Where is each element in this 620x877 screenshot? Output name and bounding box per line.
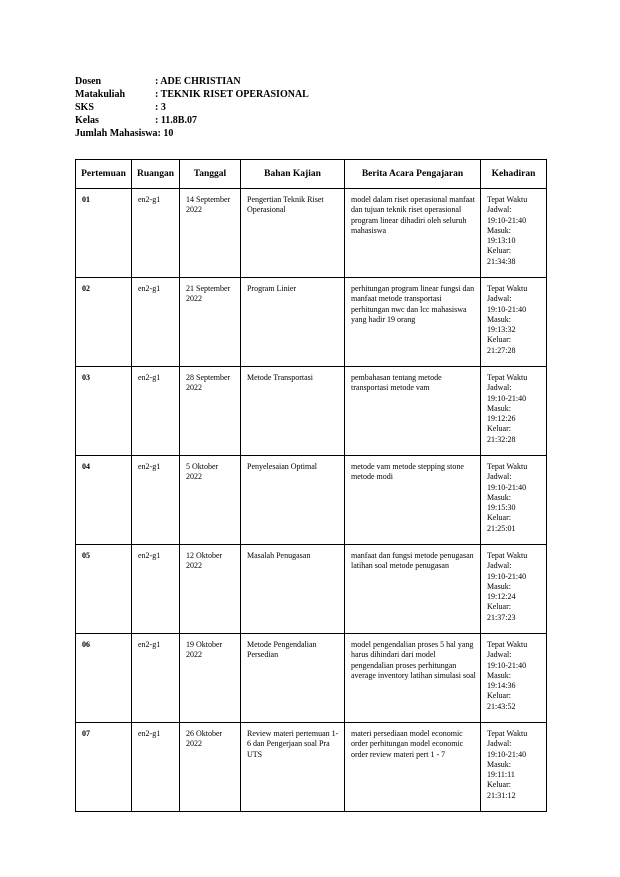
cell-bahan-kajian: Metode Pengendalian Persedian [241, 634, 345, 723]
masuk-value: 19:12:24 [487, 592, 516, 602]
jadwal-label: Jadwal: [487, 739, 512, 749]
cell-kehadiran [481, 723, 547, 812]
cell-bahan-kajian: Pengertian Teknik Riset Operasional [241, 189, 345, 278]
masuk-label: Masuk: [487, 492, 511, 502]
col-header-bahan-kajian: Bahan Kajian [241, 160, 345, 189]
attendance-table [75, 159, 547, 812]
masuk-value: 19:13:32 [487, 325, 516, 335]
keluar-value: 21:27:28 [487, 345, 516, 355]
jadwal-value: 19:10-21:40 [487, 393, 527, 403]
cell-pertemuan: 06 [76, 634, 132, 723]
col-header-kehadiran: Kehadiran [481, 160, 547, 189]
cell-pertemuan: 05 [76, 545, 132, 634]
kelas-row [75, 114, 309, 127]
cell-pertemuan: 04 [76, 456, 132, 545]
masuk-label: Masuk: [487, 670, 511, 680]
jadwal-label: Jadwal: [487, 472, 512, 482]
sks-value: : 3 [155, 102, 166, 113]
kelas-value: : 11.8B.07 [155, 115, 197, 126]
keluar-value: 21:32:28 [487, 434, 516, 444]
table-header-row [76, 160, 547, 189]
matakuliah-row [75, 88, 309, 101]
keluar-label: Keluar: [487, 691, 511, 701]
cell-bahan-kajian: Program Linier [241, 278, 345, 367]
dosen-row [75, 75, 309, 88]
kehadiran-status: Tepat Waktu [487, 195, 528, 204]
jadwal-value: 19:10-21:40 [487, 482, 527, 492]
masuk-label: Masuk: [487, 225, 511, 235]
keluar-value: 21:31:12 [487, 790, 516, 800]
col-header-tanggal: Tanggal [180, 160, 241, 189]
cell-pertemuan: 07 [76, 723, 132, 812]
table-row [76, 723, 547, 812]
keluar-value: 21:37:23 [487, 612, 516, 622]
keluar-label: Keluar: [487, 335, 511, 345]
cell-kehadiran [481, 367, 547, 456]
cell-berita-acara: materi persediaan model economic order perhitungan model economic order review materi pert 1 - 7 [345, 723, 481, 812]
dosen-label: Dosen [75, 76, 102, 87]
jadwal-value: 19:10-21:40 [487, 215, 527, 225]
kelas-label: Kelas [75, 115, 99, 126]
masuk-label: Masuk: [487, 759, 511, 769]
masuk-label: Masuk: [487, 314, 511, 324]
jadwal-value: 19:10-21:40 [487, 660, 527, 670]
cell-bahan-kajian: Metode Transportasi [241, 367, 345, 456]
cell-tanggal: 19 Oktober 2022 [180, 634, 241, 723]
kehadiran-status: Tepat Waktu [487, 284, 528, 293]
cell-berita-acara: model dalam riset operasional manfaat dan tujuan teknik riset operasional program linear dihadiri oleh seluruh mahasiswa [345, 189, 481, 278]
keluar-label: Keluar: [487, 424, 511, 434]
masuk-label: Masuk: [487, 403, 511, 413]
jadwal-value: 19:10-21:40 [487, 304, 527, 314]
cell-pertemuan: 03 [76, 367, 132, 456]
keluar-label: Keluar: [487, 602, 511, 612]
cell-berita-acara: perhitungan program linear fungsi dan manfaat metode transportasi perhitungan nwc dan lcc mahasiswa yang hadir 19 orang [345, 278, 481, 367]
cell-tanggal: 26 Oktober 2022 [180, 723, 241, 812]
cell-berita-acara: metode vam metode stepping stone metode modi [345, 456, 481, 545]
table-row [76, 634, 547, 723]
matakuliah-label: Matakuliah [75, 89, 126, 100]
masuk-value: 19:11:11 [487, 770, 515, 780]
cell-kehadiran [481, 545, 547, 634]
table-row [76, 545, 547, 634]
cell-tanggal: 28 September 2022 [180, 367, 241, 456]
cell-ruangan: en2-g1 [132, 367, 180, 456]
cell-tanggal: 14 September 2022 [180, 189, 241, 278]
cell-tanggal: 5 Oktober 2022 [180, 456, 241, 545]
cell-kehadiran [481, 189, 547, 278]
masuk-value: 19:13:10 [487, 236, 516, 246]
masuk-value: 19:15:30 [487, 503, 516, 513]
jadwal-label: Jadwal: [487, 294, 512, 304]
kehadiran-status: Tepat Waktu [487, 462, 528, 471]
cell-tanggal: 21 September 2022 [180, 278, 241, 367]
col-header-berita-acara: Berita Acara Pengajaran [345, 160, 481, 189]
table-row [76, 367, 547, 456]
masuk-label: Masuk: [487, 581, 511, 591]
kehadiran-status: Tepat Waktu [487, 551, 528, 560]
keluar-label: Keluar: [487, 780, 511, 790]
keluar-value: 21:43:52 [487, 701, 516, 711]
col-header-ruangan: Ruangan [132, 160, 180, 189]
cell-pertemuan: 01 [76, 189, 132, 278]
jadwal-label: Jadwal: [487, 561, 512, 571]
dosen-value: : ADE CHRISTIAN [155, 76, 241, 87]
jadwal-value: 19:10-21:40 [487, 749, 527, 759]
cell-bahan-kajian: Review materi pertemuan 1-6 dan Pengerjaan soal Pra UTS [241, 723, 345, 812]
cell-ruangan: en2-g1 [132, 634, 180, 723]
sks-row [75, 101, 309, 114]
table-row [76, 189, 547, 278]
col-header-pertemuan: Pertemuan [76, 160, 132, 189]
cell-bahan-kajian: Penyelesaian Optimal [241, 456, 345, 545]
kehadiran-status: Tepat Waktu [487, 373, 528, 382]
cell-berita-acara: pembahasan tentang metode transportasi metode vam [345, 367, 481, 456]
cell-tanggal: 12 Oktober 2022 [180, 545, 241, 634]
jumlah-mahasiswa-row [75, 127, 309, 140]
jumlah-mahasiswa-label: Jumlah Mahasiswa [75, 128, 158, 139]
cell-ruangan: en2-g1 [132, 456, 180, 545]
table-row [76, 278, 547, 367]
jadwal-label: Jadwal: [487, 205, 512, 215]
cell-bahan-kajian: Masalah Penugasan [241, 545, 345, 634]
course-info-header [75, 75, 309, 140]
cell-berita-acara: model pengendalian proses 5 hal yang harus dihindari dari model pengendalian proses perhitungan average inventory latihan simulasi soal [345, 634, 481, 723]
keluar-value: 21:25:01 [487, 523, 516, 533]
kehadiran-status: Tepat Waktu [487, 729, 528, 738]
cell-berita-acara: manfaat dan fungsi metode penugasan latihan soal metode penugasan [345, 545, 481, 634]
keluar-label: Keluar: [487, 246, 511, 256]
cell-kehadiran [481, 278, 547, 367]
cell-ruangan: en2-g1 [132, 189, 180, 278]
keluar-value: 21:34:38 [487, 256, 516, 266]
masuk-value: 19:12:26 [487, 414, 516, 424]
cell-kehadiran [481, 634, 547, 723]
kehadiran-status: Tepat Waktu [487, 640, 528, 649]
cell-pertemuan: 02 [76, 278, 132, 367]
cell-ruangan: en2-g1 [132, 545, 180, 634]
matakuliah-value: : TEKNIK RISET OPERASIONAL [155, 89, 309, 100]
masuk-value: 19:14:36 [487, 681, 516, 691]
jumlah-mahasiswa-value: : 10 [157, 128, 174, 139]
keluar-label: Keluar: [487, 513, 511, 523]
jadwal-label: Jadwal: [487, 650, 512, 660]
jadwal-label: Jadwal: [487, 383, 512, 393]
table-row [76, 456, 547, 545]
cell-ruangan: en2-g1 [132, 278, 180, 367]
cell-ruangan: en2-g1 [132, 723, 180, 812]
sks-label: SKS [75, 102, 94, 113]
cell-kehadiran [481, 456, 547, 545]
jadwal-value: 19:10-21:40 [487, 571, 527, 581]
